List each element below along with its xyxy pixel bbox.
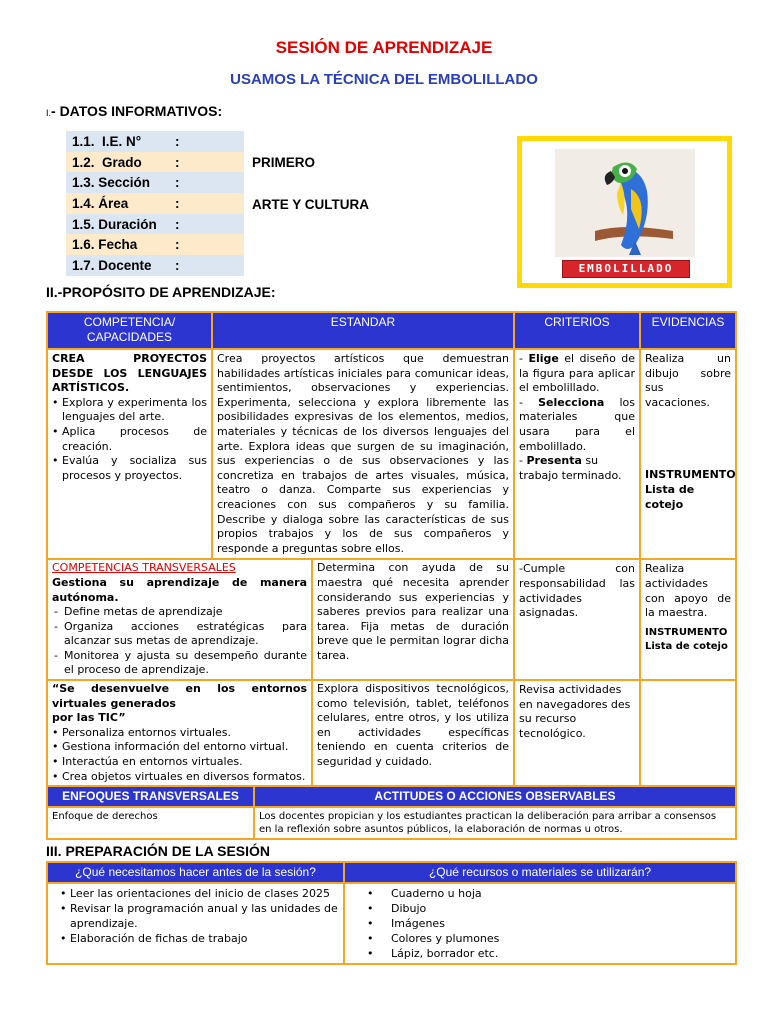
info-label: 1.3. Sección [72, 175, 151, 191]
tic-cell [47, 680, 514, 788]
instrumento-value: Lista de cotejo [645, 641, 728, 653]
transversal-competencia [48, 560, 313, 679]
criterio-item: - Elige el diseño de la figura para aplicar el embolillado. [519, 352, 636, 395]
evidencias-cell [640, 349, 736, 559]
criterio-text: los materiales que usara para el embolillado. [519, 395, 636, 453]
evidencia-text: Realiza actividades con apoyo de la maestra. [645, 562, 731, 620]
transversal-criterio: -Cumple con responsabilidad las actividades asignadas. [514, 559, 640, 680]
parrot-illustration-icon [555, 149, 695, 257]
transversal-cell [47, 559, 514, 680]
header-evidencias: EVIDENCIAS [640, 312, 736, 349]
list-item: • Imágenes [349, 916, 731, 931]
info-label: 1.2. Grado [72, 154, 142, 170]
competencia-title: CREA PROYECTOS DESDE LOS LENGUAJES ARTÍSTICOS. [52, 352, 207, 395]
criterio-verb: Elige [528, 352, 559, 365]
list-item: • Lápiz, borrador etc. [349, 946, 731, 961]
info-colon: : [175, 195, 180, 211]
info-colon: : [175, 237, 180, 253]
section-preparacion: III. PREPARACIÓN DE LA SESIÓN [46, 843, 271, 859]
info-label: 1.5. Duración [72, 216, 157, 232]
purpose-table [46, 311, 737, 789]
session-subtitle: USAMOS LA TÉCNICA DEL EMBOLILLADO [230, 71, 538, 88]
list-item: • Crea objetos virtuales en diversos formatos. [52, 770, 307, 785]
instrumento-value: Lista de cotejo [645, 482, 695, 511]
criterio-verb: Presenta [526, 454, 582, 468]
section-number: I. [46, 108, 52, 118]
tic-evidencia [640, 680, 736, 788]
instrumento-title: INSTRUMENTO [645, 626, 728, 638]
info-row-area [66, 193, 244, 214]
criterio-text: el diseño de la figura para aplicar el embolillado. [519, 352, 636, 395]
tic-estandar: Explora dispositivos tecnológicos, como televisión, tablet, teléfonos celulares, entre otros, y los utiliza en actividades específicas teniendo en cuenta criterios de seguridad y cuidado. [317, 682, 509, 769]
area-value: ARTE Y CULTURA [252, 197, 370, 212]
info-row-duracion [66, 214, 244, 235]
capacidades-list [52, 726, 307, 784]
info-row-docente [66, 255, 244, 276]
list-item: • Cuaderno u hoja [349, 886, 731, 901]
list-item: • Personaliza entornos virtuales. [52, 726, 307, 741]
info-label: 1.7. Docente [72, 257, 152, 273]
criterio-item: - Selecciona los materiales que usara para el embolillado. [519, 395, 636, 453]
info-row-fecha [66, 234, 244, 255]
info-label: 1.4. Área [72, 195, 129, 211]
recursos-cell [344, 883, 736, 964]
session-title: SESIÓN DE APRENDIZAJE [275, 38, 493, 57]
criterio-text: su trabajo terminado. [519, 454, 622, 482]
capacidades-list [52, 396, 207, 484]
header-criterios: CRITERIOS [514, 312, 640, 349]
info-row-seccion [66, 172, 244, 193]
competencia-title: “Se desenvuelve en los entornos virtuales generados por las TIC” [52, 682, 307, 725]
transversal-estandar: Determina con ayuda de su maestra qué necesita aprender considerando sus experiencias y saberes previos para realizar una tarea. Fija metas de duración breve que le permitan lograr dicha tarea. [317, 561, 509, 662]
list-item: - Define metas de aprendizaje [52, 605, 307, 620]
actitud-cell: Los docentes propician y los estudiantes practican la deliberación para arribar a consensos en la reflexión sobre asuntos públicos, la elaboración de normas u otros. [254, 807, 736, 839]
criterio-item: - Presenta su trabajo terminado. [519, 454, 622, 482]
transversal-evidencia [640, 559, 736, 680]
parrot-image [555, 149, 695, 257]
tic-criterio: Revisa actividades en navegadores des su recurso tecnológico. [514, 680, 640, 788]
capacidades-list [52, 605, 307, 678]
info-row-ie [66, 131, 244, 152]
info-label: 1.1. I.E. N° [72, 133, 142, 149]
header-recursos: ¿Qué recursos o materiales se utilizarán? [344, 862, 736, 883]
list-item: • Explora y experimenta los lenguajes del arte. [52, 396, 207, 425]
criterio-verb: Selecciona [538, 395, 605, 409]
criterios-cell [514, 349, 640, 559]
list-item: - Monitorea y ajusta su desempeño durante el proceso de aprendizaje. [52, 649, 307, 678]
list-item: • Aplica procesos de creación. [52, 425, 207, 454]
enfoque-cell: Enfoque de derechos [47, 807, 254, 839]
info-label: 1.6. Fecha [72, 237, 138, 253]
info-colon: : [175, 257, 180, 273]
list-item: • Interactúa en entornos virtuales. [52, 755, 307, 770]
header-antes: ¿Qué necesitamos hacer antes de la sesión? [47, 862, 344, 883]
competencia-cell [47, 349, 212, 559]
embolillado-label: EMBOLILLADO [562, 260, 690, 278]
competencia-title: Gestiona su aprendizaje de manera autónoma. [52, 575, 307, 604]
recursos-list [349, 886, 731, 961]
info-colon: : [175, 216, 180, 232]
grado-value: PRIMERO [252, 155, 316, 170]
list-item: - Organiza acciones estratégicas para alcanzar sus metas de aprendizaje. [52, 620, 307, 649]
info-table [66, 131, 244, 276]
list-item: • Dibujo [349, 901, 731, 916]
embolillado-image-frame [517, 136, 732, 288]
header-actitudes: ACTITUDES O ACCIONES OBSERVABLES [254, 786, 736, 807]
list-item: • Leer las orientaciones del inicio de clases 2025 [60, 886, 339, 901]
list-item: • Revisar la programación anual y las unidades de aprendizaje. [60, 901, 339, 931]
list-item: • Evalúa y socializa sus procesos y proyectos. [52, 454, 207, 483]
header-enfoques: ENFOQUES TRANSVERSALES [47, 786, 254, 807]
info-row-grado [66, 152, 244, 173]
enfoques-table [46, 785, 737, 840]
header-competencia: COMPETENCIA/ CAPACIDADES [47, 312, 212, 349]
preparacion-table [46, 861, 737, 965]
antes-cell [47, 883, 344, 964]
estandar-cell: Crea proyectos artísticos que demuestran habilidades artísticas iniciales para comunicar ideas, sentimientos, observaciones y experiencias. Experimenta, selecciona y explora libremente las posibilidades expresivas de los elementos, medios, materiales y técnicas de los diversos lenguajes del arte. Explora ideas que surgen de su imaginación, sus experiencias o de sus observaciones y las concretiza en trabajos de artes visuales, música, teatro o danza. Comparte sus experiencias y creaciones con sus compañeros y su familia. Describe y dialoga sobre las características de sus propios trabajos y los de sus compañeros y responde a preguntas sobre ellos. [212, 349, 514, 559]
section-proposito: II.-PROPÓSITO DE APRENDIZAJE: [46, 284, 276, 300]
info-colon: : [175, 175, 180, 191]
instrumento-title: INSTRUMENTO [645, 468, 736, 482]
transversal-label: COMPETENCIAS TRANSVERSALES [52, 561, 236, 575]
antes-list [52, 886, 339, 946]
info-colon: : [175, 133, 180, 149]
list-item: • Colores y plumones [349, 931, 731, 946]
tic-competencia [48, 681, 313, 785]
info-colon: : [175, 154, 180, 170]
list-item: • Elaboración de fichas de trabajo [60, 931, 339, 946]
list-item: • Gestiona información del entorno virtual. [52, 740, 307, 755]
section-text: - DATOS INFORMATIVOS: [51, 103, 223, 119]
header-estandar: ESTANDAR [212, 312, 514, 349]
evidencia-text: Realiza un dibujo sobre sus vacaciones. [645, 352, 731, 409]
section-datos-informativos [46, 103, 222, 119]
